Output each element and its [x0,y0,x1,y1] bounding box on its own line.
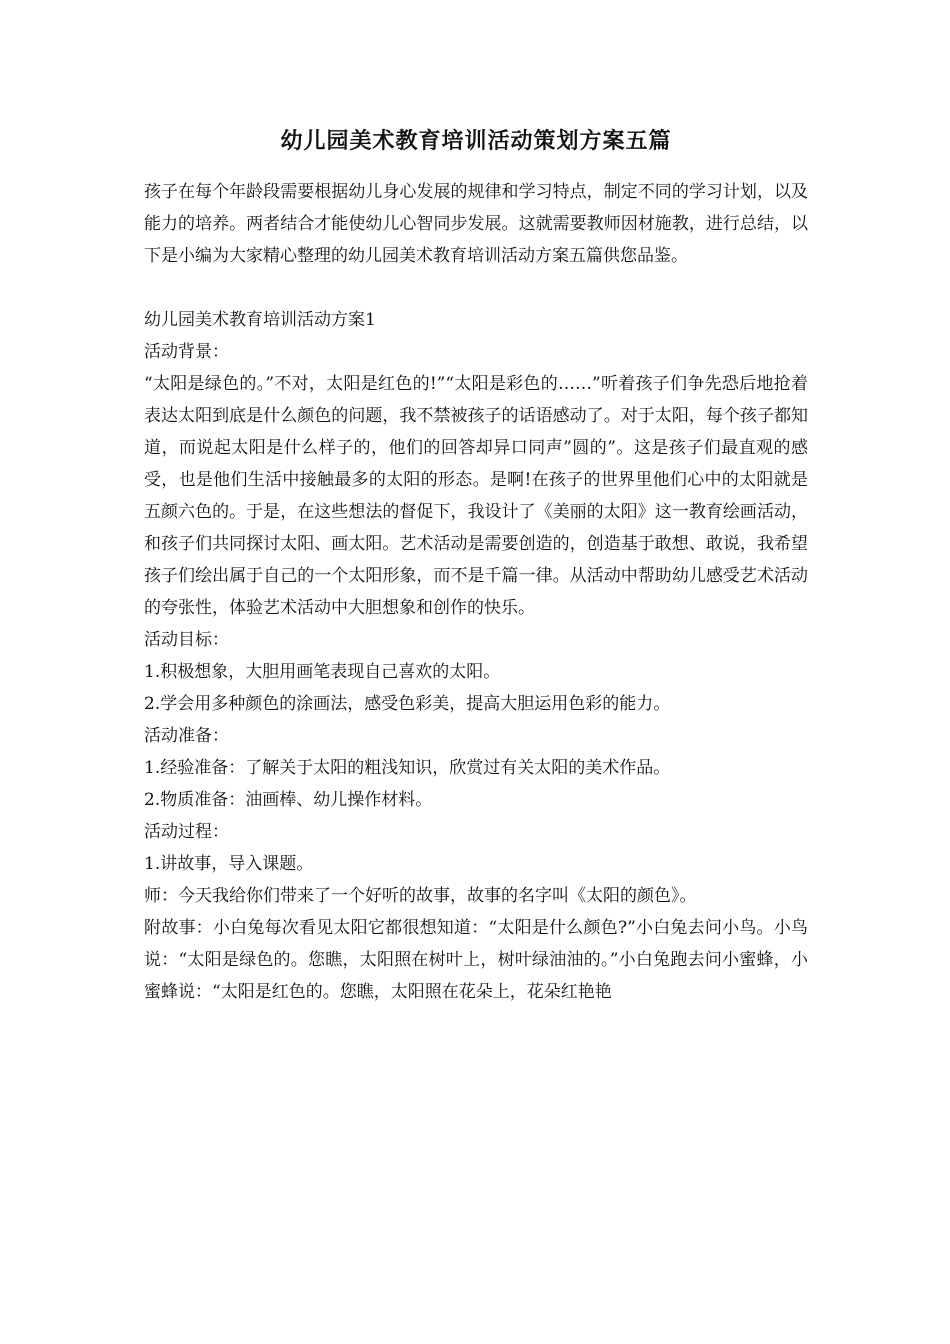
section-heading: 幼儿园美术教育培训活动方案1 [144,310,376,330]
preparation-item: 2.物质准备：油画棒、幼儿操作材料。 [144,790,433,810]
document-title: 幼儿园美术教育培训活动策划方案五篇 [280,128,672,154]
story-paragraph: 附故事：小白兔每次看见太阳它都很想知道：“太阳是什么颜色?”小白兔去问小鸟。小鸟说：“太阳是绿色的。您瞧，太阳照在树叶上，树叶绿油油的。”小白兔跑去问小蜜蜂，小蜜蜂说：“太阳是红色的。您瞧，太阳照在花朵上，花朵红艳艳 [144,918,808,1002]
intro-paragraph: 孩子在每个年龄段需要根据幼儿身心发展的规律和学习特点，制定不同的学习计划，以及能力的培养。两者结合才能使幼儿心智同步发展。这就需要教师因材施教，进行总结，以下是小编为大家精心整理的幼儿园美术教育培训活动方案五篇供您品鉴。 [144,182,808,266]
background-paragraph: “太阳是绿色的。”不对，太阳是红色的!”“太阳是彩色的……”听着孩子们争先恐后地抢着表达太阳到底是什么颜色的问题，我不禁被孩子的话语感动了。对于太阳，每个孩子都知道，而说起太阳是什么样子的，他们的回答却异口同声”圆的”。这是孩子们最直观的感受，也是他们生活中接触最多的太阳的形态。是啊!在孩子的世界里他们心中的太阳就是五颜六色的。于是，在这些想法的督促下，我设计了《美丽的太阳》这一教育绘画活动，和孩子们共同探讨太阳、画太阳。艺术活动是需要创造的，创造基于敢想、敢说，我希望孩子们绘出属于自己的一个太阳形象，而不是千篇一律。从活动中帮助幼儿感受艺术活动的夸张性，体验艺术活动中大胆想象和创作的快乐。 [144,374,808,618]
goal-item: 1.积极想象，大胆用画笔表现自己喜欢的太阳。 [144,662,501,682]
label-goals: 活动目标： [144,630,229,650]
label-preparation: 活动准备： [144,726,229,746]
goal-item: 2.学会用多种颜色的涂画法，感受色彩美，提高大胆运用色彩的能力。 [144,694,671,714]
teacher-line: 师：今天我给你们带来了一个好听的故事，故事的名字叫《太阳的颜色》。 [144,886,697,906]
preparation-item: 1.经验准备：了解关于太阳的粗浅知识，欣赏过有关太阳的美术作品。 [144,758,671,778]
process-step: 1.讲故事，导入课题。 [144,854,314,874]
document-page [144,126,808,1008]
label-background: 活动背景： [144,342,229,362]
label-process: 活动过程： [144,822,229,842]
section-spacer [144,272,808,304]
